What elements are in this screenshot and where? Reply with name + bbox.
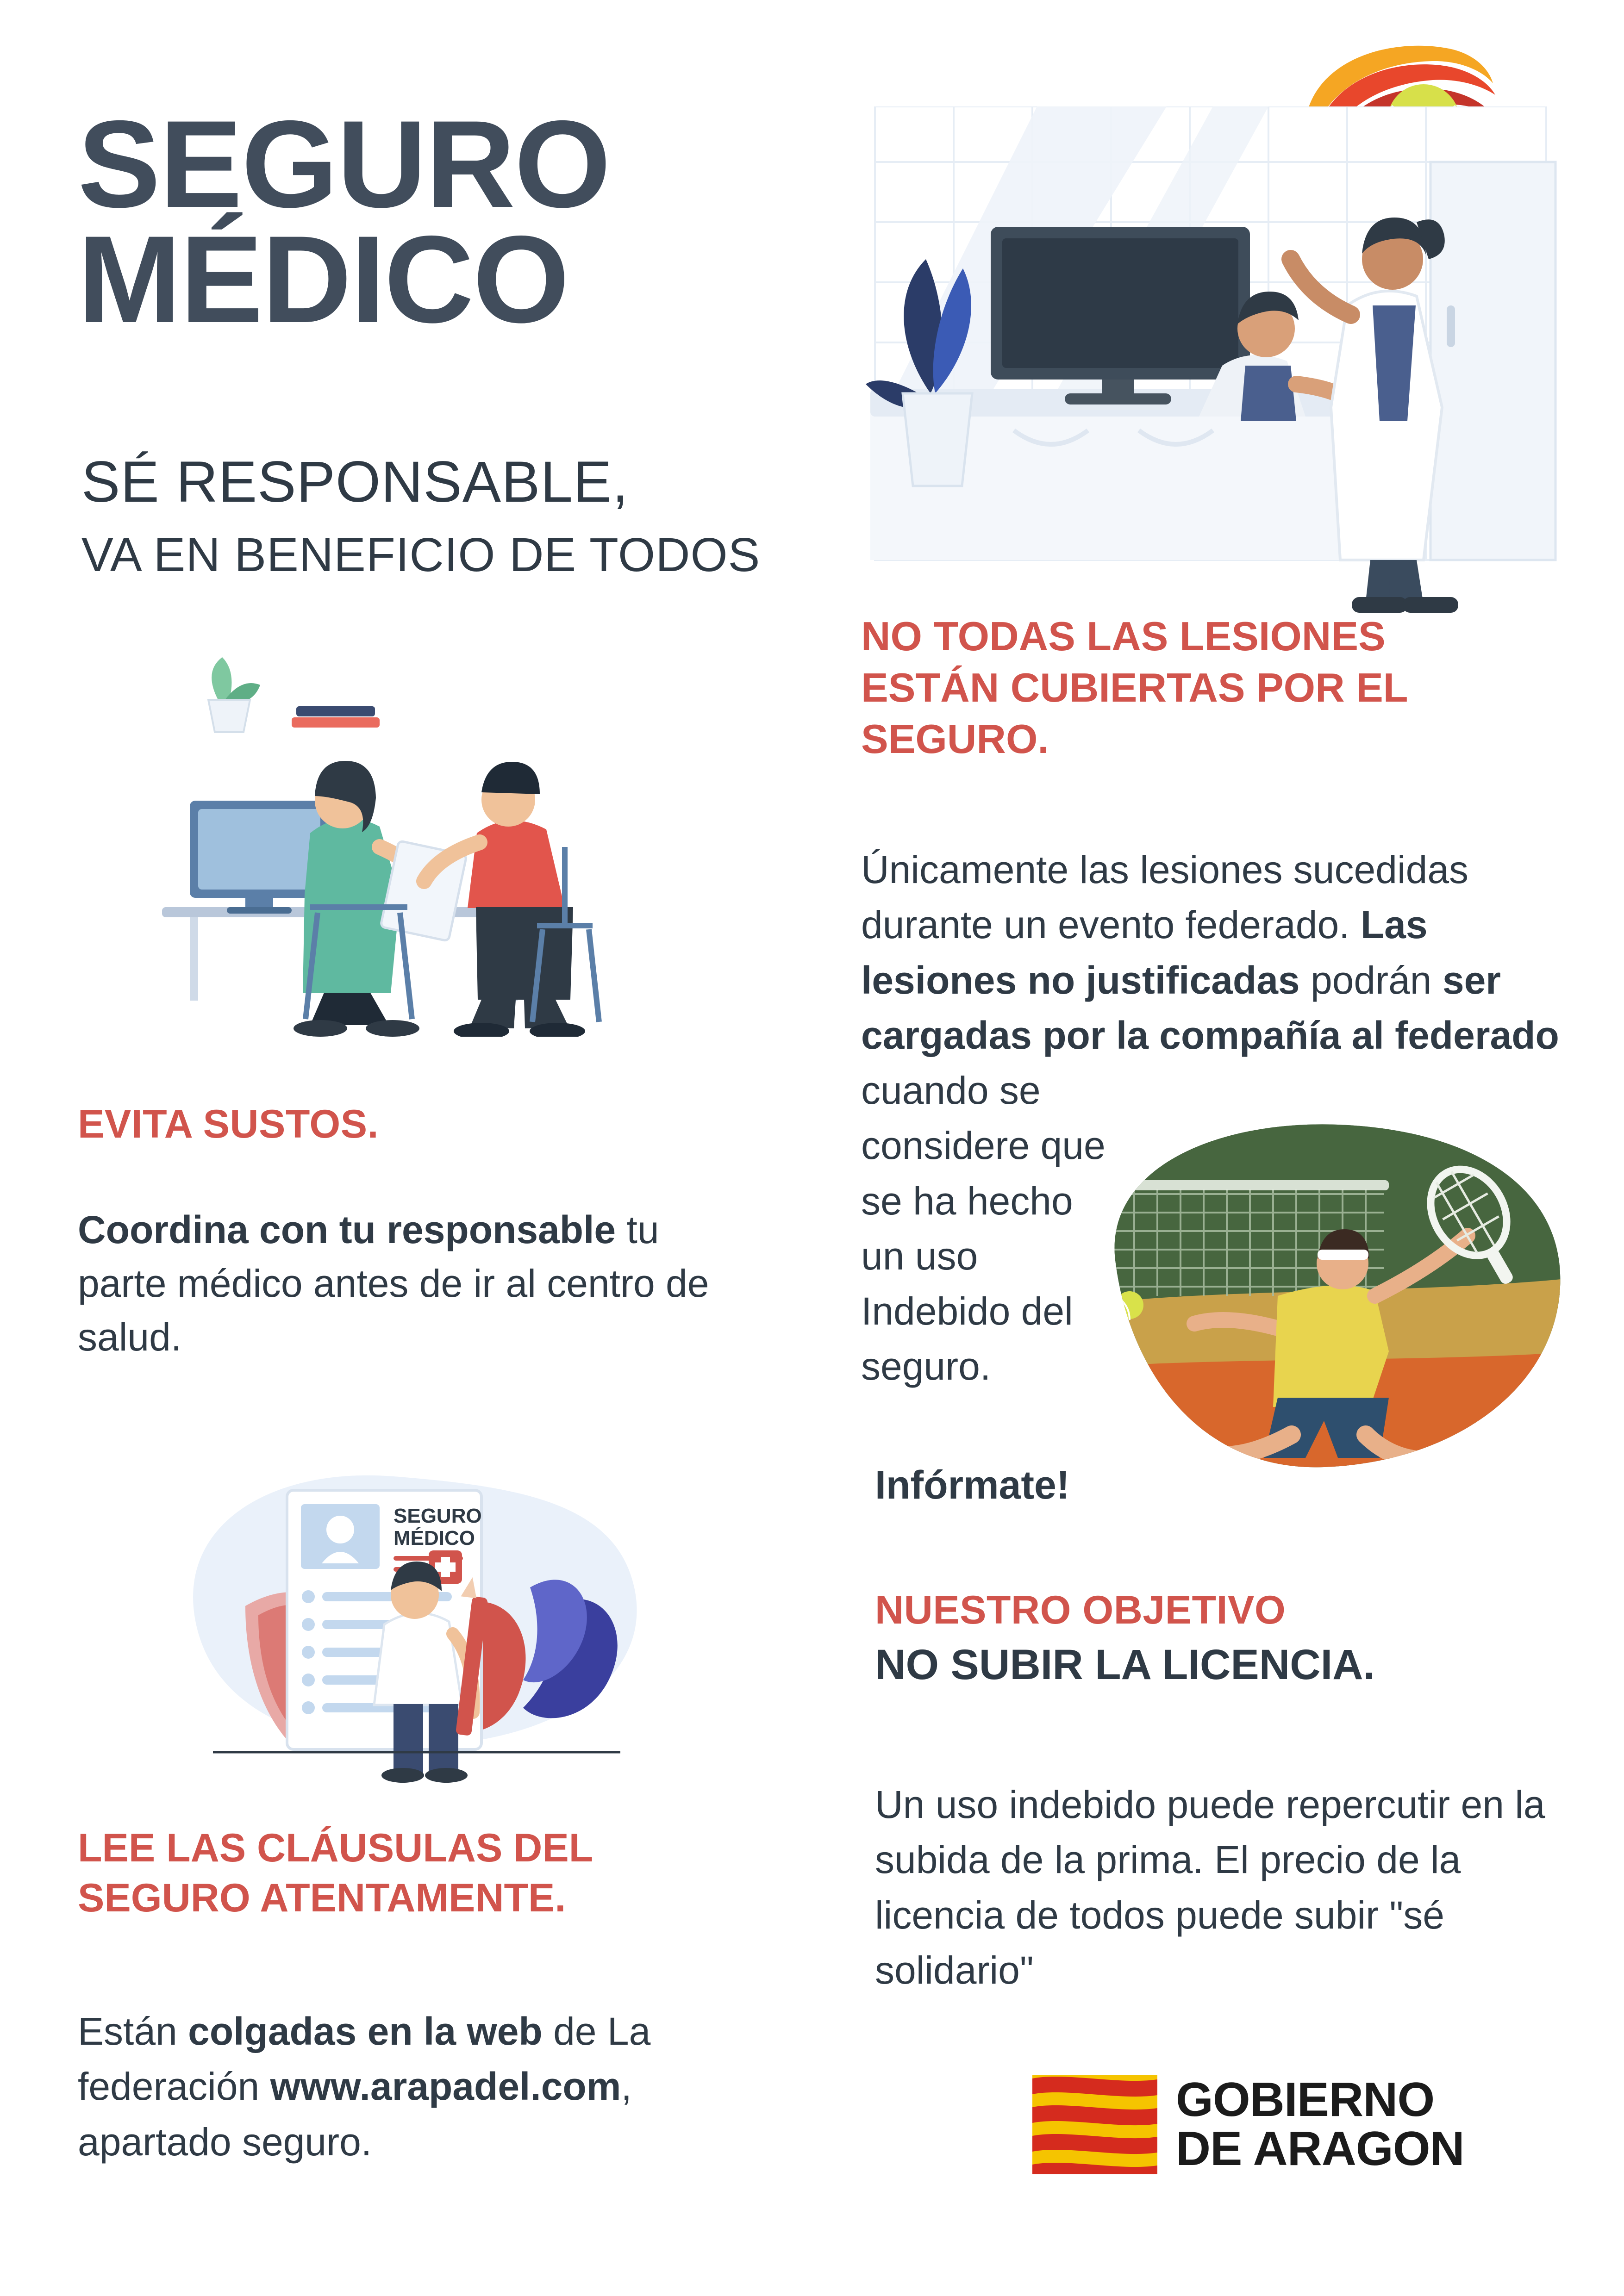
- left-body-web-pre: Están: [78, 2010, 188, 2053]
- page-title-line1: SEGURO: [78, 94, 610, 233]
- subtitle-line-2: VA EN BENEFICIO DE TODOS: [81, 528, 761, 581]
- left-body-web-mid: de La federación: [78, 2010, 651, 2109]
- gobierno-line1: GOBIERNO: [1176, 2072, 1435, 2127]
- left-body-web: [78, 2004, 763, 2170]
- aragon-flag-icon: [1032, 2075, 1157, 2174]
- right-body-pre: Únicamente las lesiones sucedidas durante un evento federado.: [861, 848, 1469, 947]
- consultation-illustration: [93, 648, 704, 1037]
- left-heading-clausulas: LEE LAS CLÁUSULAS DEL SEGURO ATENTAMENTE.: [78, 1826, 593, 1920]
- right-body-mid: podrán: [1299, 958, 1443, 1002]
- right-body-prima: Un uso indebido puede repercutir en la subida de la prima. El precio de la licencia de todos puede subir "sé solidario": [875, 1783, 1545, 1992]
- card-title-line2: MÉDICO: [394, 1527, 475, 1549]
- website-url[interactable]: www.arapadel.com: [270, 2065, 621, 2109]
- left-heading-evita-sustos: EVITA SUSTOS.: [78, 1102, 379, 1146]
- right-body-narrow: cuando se considere que se ha hecho un uso Indebido del seguro.: [861, 1069, 1106, 1388]
- page-title: [78, 94, 800, 349]
- clinic-reception-illustration: [815, 106, 1583, 699]
- right-body-bold2: ser cargadas por la compañía al federado: [861, 958, 1559, 1057]
- right-heading-licencia: NO SUBIR LA LICENCIA.: [875, 1641, 1375, 1688]
- page-title-line2: MÉDICO: [78, 210, 568, 349]
- left-body-coordina: [78, 1203, 735, 1364]
- left-body-coordina-rest: tu parte médico antes de ir al centro de salud.: [78, 1208, 709, 1359]
- insurance-clauses-illustration: [153, 1449, 685, 1791]
- left-body-web-end: , apartado seguro.: [78, 2065, 632, 2164]
- gobierno-line2: DE ARAGON: [1176, 2122, 1464, 2176]
- subtitle-line-1: SÉ RESPONSABLE,: [81, 450, 629, 514]
- right-body-bold1: Las lesiones no justificadas: [861, 903, 1428, 1002]
- right-heading-lesiones: NO TODAS LAS LESIONES ESTÁN CUBIERTAS POR EL SEGURO.: [861, 613, 1407, 762]
- left-body-web-bold1: colgadas en la web: [188, 2010, 543, 2053]
- left-body-coordina-bold: Coordina con tu responsable: [78, 1208, 616, 1251]
- right-informate-callout: Infórmate!: [875, 1463, 1070, 1507]
- right-heading-objetivo: NUESTRO OBJETIVO: [875, 1588, 1286, 1632]
- gobierno-de-aragon-wordmark: [1176, 2072, 1464, 2176]
- card-title-line1: SEGURO: [394, 1505, 482, 1527]
- gobierno-de-aragon-logo: [1032, 2055, 1551, 2194]
- padel-player-illustration: [1060, 1111, 1579, 1481]
